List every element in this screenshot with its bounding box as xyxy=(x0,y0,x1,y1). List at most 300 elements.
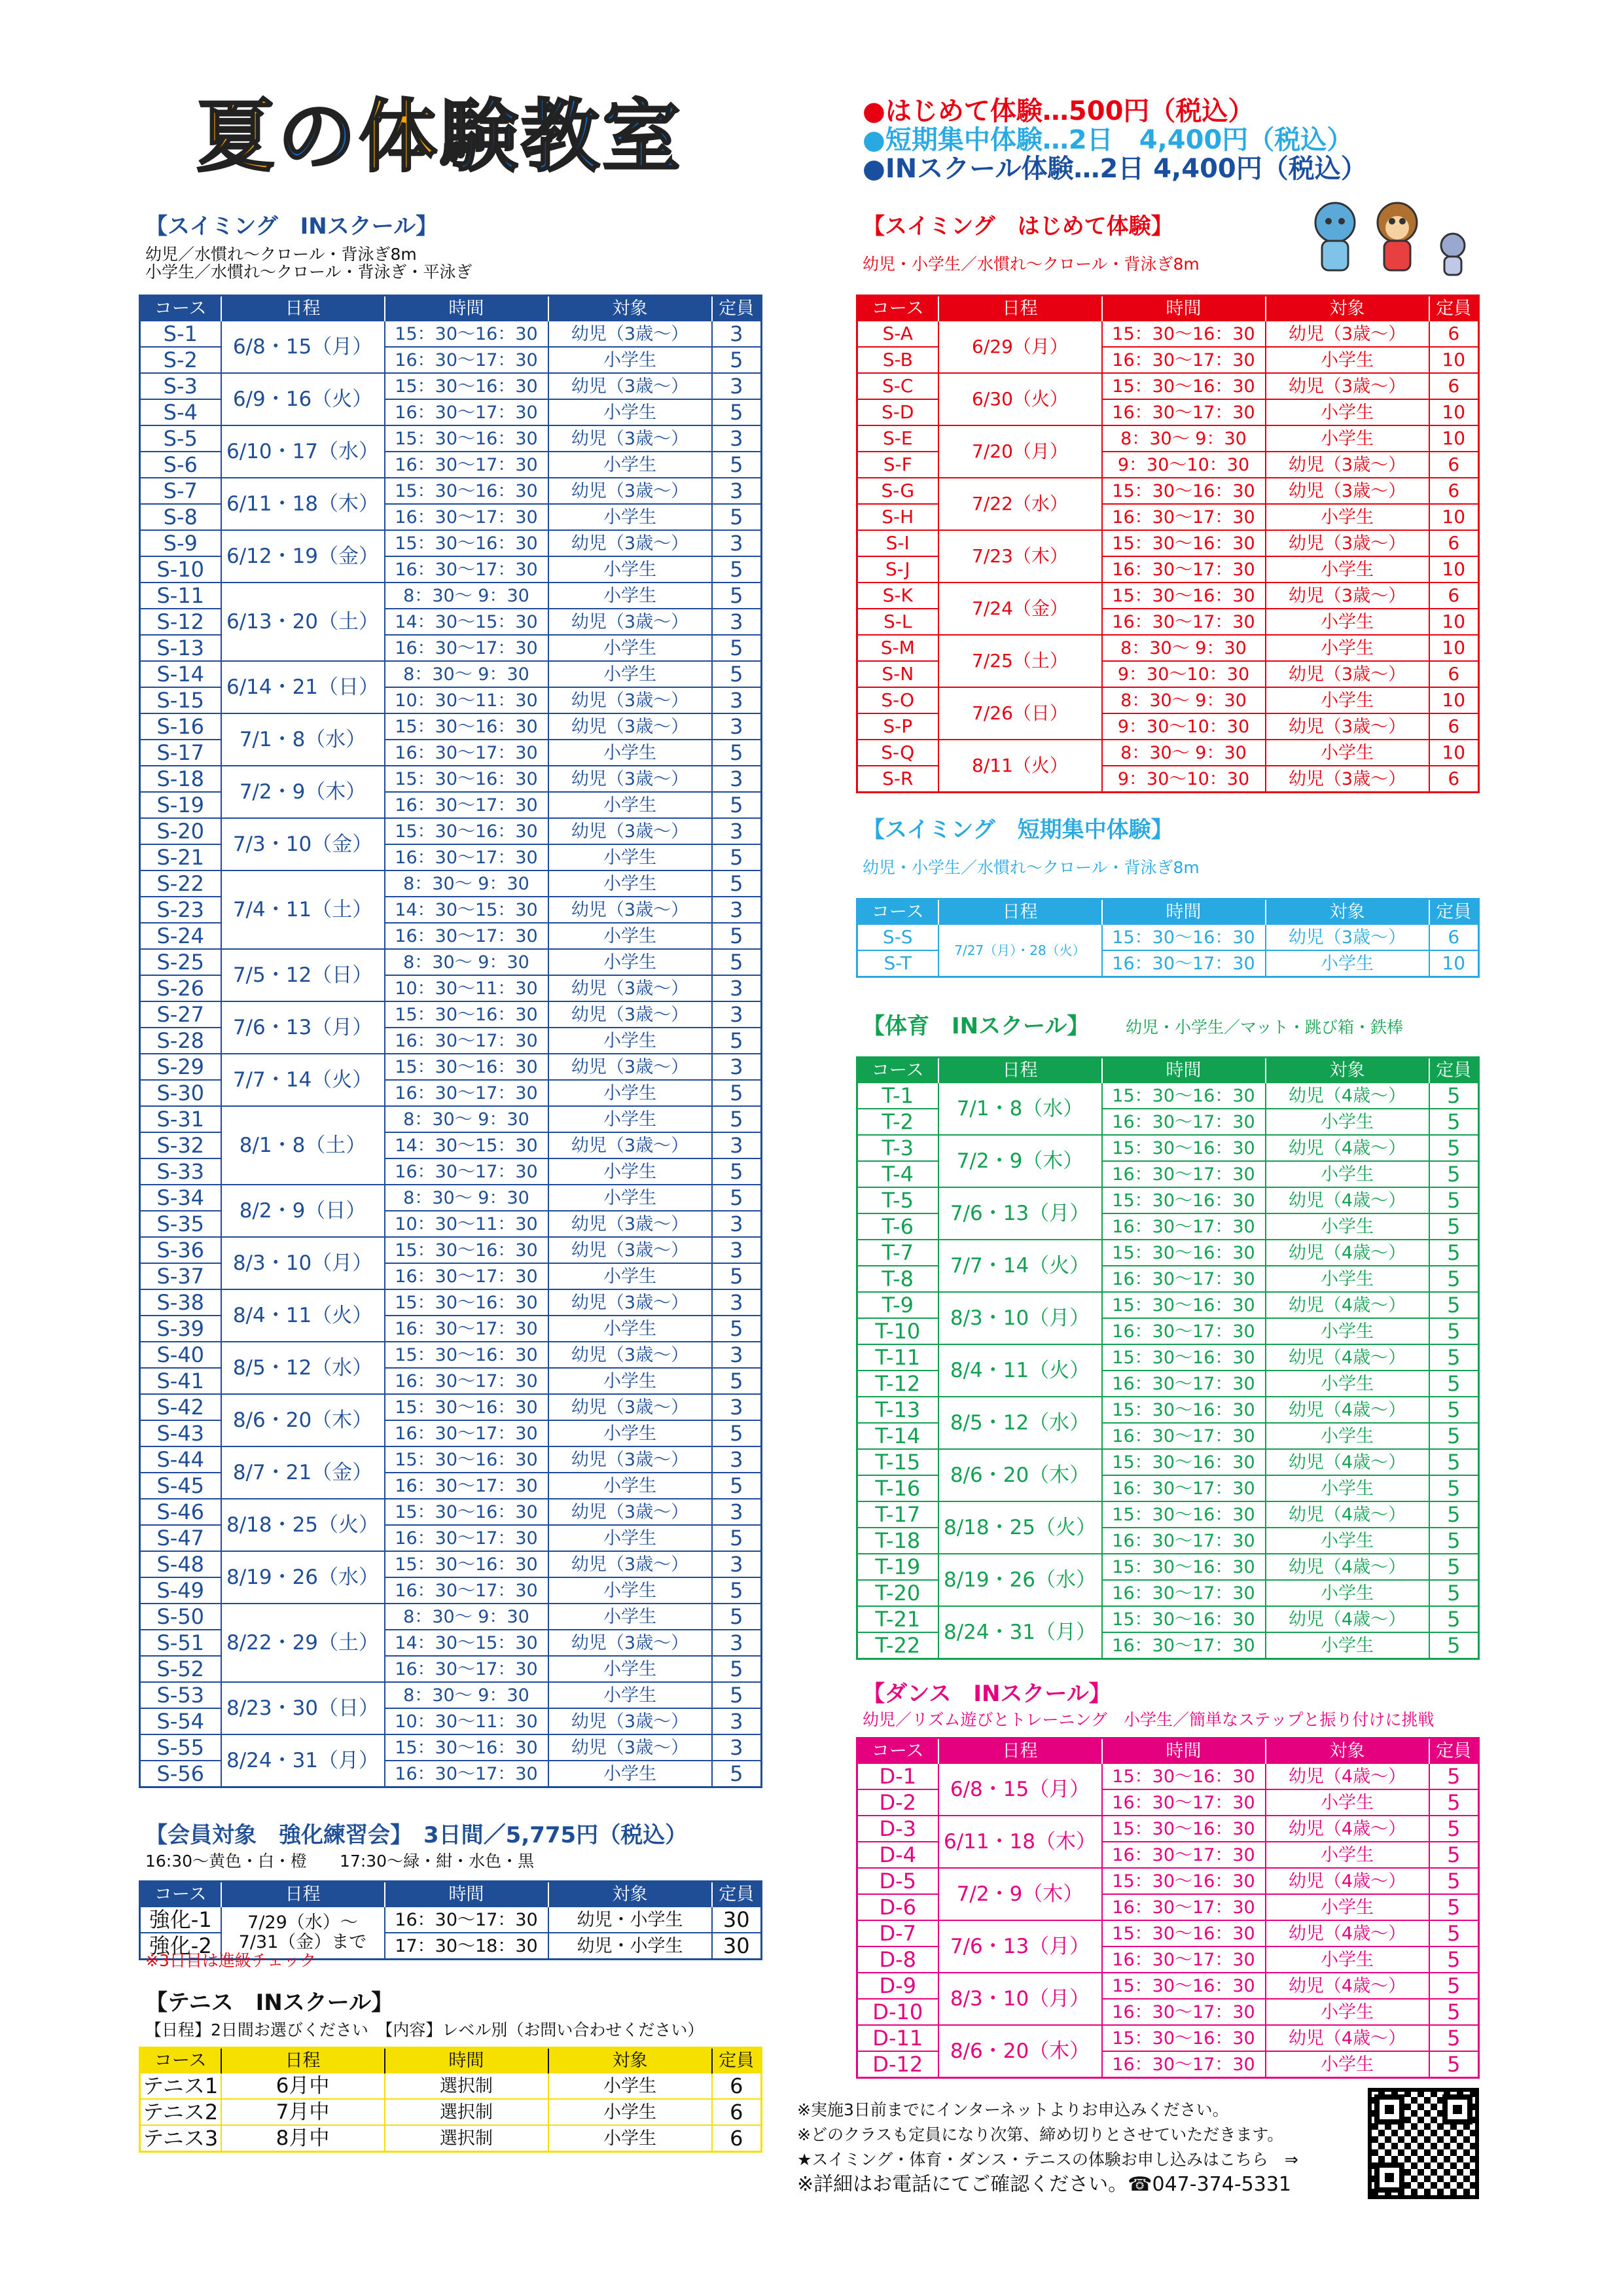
time-cell: 16：30～17：30 xyxy=(385,740,548,766)
capacity-cell: 5 xyxy=(1429,1528,1479,1554)
table-row xyxy=(140,1682,762,1708)
date-cell: 8/6・20（木） xyxy=(938,1449,1102,1501)
capacity-cell: 5 xyxy=(1429,1501,1479,1528)
date-cell: 6/11・18（木） xyxy=(221,478,385,530)
header-0: コース xyxy=(857,1058,938,1083)
capacity-cell: 5 xyxy=(1429,1920,1479,1946)
course-cell: S-30 xyxy=(140,1080,221,1106)
capacity-cell: 5 xyxy=(712,1263,762,1289)
time-cell: 15：30～16：30 xyxy=(385,478,548,504)
capacity-cell: 6 xyxy=(1429,924,1479,950)
capacity-cell: 6 xyxy=(1429,452,1479,478)
time-cell: 8：30～ 9：30 xyxy=(385,949,548,975)
capacity-cell: 5 xyxy=(1429,1161,1479,1187)
course-cell: S-34 xyxy=(140,1185,221,1211)
table-row xyxy=(140,1054,762,1080)
target-cell: 小学生 xyxy=(1266,1161,1429,1187)
capacity-cell: 5 xyxy=(712,1368,762,1394)
member-note: ※3日目は進級チェック xyxy=(145,1951,317,1970)
course-cell: S-H xyxy=(857,504,938,530)
table-row xyxy=(857,425,1479,452)
member-title: 【会員対象 強化練習会】 3日間／5,775円（税込） xyxy=(145,1822,688,1848)
target-cell: 小学生 xyxy=(548,1656,712,1682)
target-cell: 幼児（3歳～） xyxy=(548,1551,712,1577)
course-cell: S-11 xyxy=(140,583,221,609)
table-row xyxy=(140,1604,762,1630)
date-cell: 8/1・8（土） xyxy=(221,1106,385,1185)
table-row xyxy=(857,1187,1479,1213)
swim-in-sub2: 小学生／水慣れ～クロール・背泳ぎ・平泳ぎ xyxy=(145,262,473,281)
time-cell: 10：30～11：30 xyxy=(385,1211,548,1237)
time-cell: 10：30～11：30 xyxy=(385,975,548,1001)
course-cell: S-10 xyxy=(140,556,221,583)
course-cell: T-11 xyxy=(857,1344,938,1371)
capacity-cell: 5 xyxy=(1429,1475,1479,1501)
time-cell: 16：30～17：30 xyxy=(1102,1946,1266,1973)
time-cell: 15：30～16：30 xyxy=(1102,1292,1266,1318)
target-cell: 小学生 xyxy=(548,1028,712,1054)
target-cell: 小学生 xyxy=(548,923,712,949)
target-cell: 幼児（3歳～） xyxy=(1266,478,1429,504)
dance-table-wrap xyxy=(856,1737,1480,2079)
table-row xyxy=(857,530,1479,556)
course-cell: S-M xyxy=(857,635,938,661)
course-cell: T-21 xyxy=(857,1606,938,1632)
capacity-cell: 5 xyxy=(712,1682,762,1708)
capacity-cell: 3 xyxy=(712,1211,762,1237)
header-2: 時間 xyxy=(1102,1058,1266,1083)
capacity-cell: 5 xyxy=(1429,1135,1479,1161)
time-cell: 16：30～17：30 xyxy=(1102,609,1266,635)
time-cell: 16：30～17：30 xyxy=(1102,1894,1266,1920)
target-cell: 小学生 xyxy=(548,1080,712,1106)
time-cell: 15：30～16：30 xyxy=(1102,1135,1266,1161)
qr-code[interactable] xyxy=(1368,2088,1479,2199)
date-cell: 6/10・17（水） xyxy=(221,425,385,478)
target-cell: 小学生 xyxy=(1266,1318,1429,1344)
time-cell: 15：30～16：30 xyxy=(1102,924,1266,950)
course-cell: S-16 xyxy=(140,713,221,740)
target-cell: 小学生 xyxy=(548,635,712,661)
course-cell: S-I xyxy=(857,530,938,556)
time-cell: 14：30～15：30 xyxy=(385,1132,548,1158)
table-row xyxy=(857,1292,1479,1318)
target-cell: 幼児（3歳～） xyxy=(1266,452,1429,478)
time-cell: 15：30～16：30 xyxy=(1102,321,1266,347)
time-cell: 16：30～17：30 xyxy=(1102,1580,1266,1606)
time-cell: 8：30～ 9：30 xyxy=(385,1604,548,1630)
date-cell: 6/14・21（日） xyxy=(221,661,385,713)
time-cell: 15：30～16：30 xyxy=(385,1342,548,1368)
course-cell: S-B xyxy=(857,347,938,373)
target-cell: 幼児（4歳～） xyxy=(1266,1135,1429,1161)
table-row xyxy=(140,1106,762,1132)
time-cell: 15：30～16：30 xyxy=(385,1001,548,1028)
capacity-cell: 5 xyxy=(1429,1606,1479,1632)
header-4: 定員 xyxy=(1429,1738,1479,1764)
course-cell: T-16 xyxy=(857,1475,938,1501)
time-cell: 15：30～16：30 xyxy=(385,1734,548,1761)
target-cell: 小学生 xyxy=(548,347,712,373)
date-cell: 7/7・14（火） xyxy=(221,1054,385,1106)
table-row xyxy=(140,2125,762,2152)
table-row xyxy=(140,1237,762,1263)
time-cell: 16：30～17：30 xyxy=(1102,1999,1266,2025)
table-row xyxy=(140,2099,762,2125)
time-cell: 16：30～17：30 xyxy=(385,1907,548,1933)
capacity-cell: 5 xyxy=(1429,1423,1479,1449)
target-cell: 小学生 xyxy=(1266,1999,1429,2025)
capacity-cell: 5 xyxy=(712,661,762,687)
title-char: 教 xyxy=(521,92,602,183)
table-row xyxy=(140,1185,762,1211)
target-cell: 幼児（3歳～） xyxy=(1266,530,1429,556)
header-4: 定員 xyxy=(712,2048,762,2073)
date-cell: 7月中 xyxy=(221,2099,385,2125)
course-cell: S-17 xyxy=(140,740,221,766)
table-row xyxy=(857,1397,1479,1423)
target-cell: 幼児・小学生 xyxy=(548,1933,712,1960)
capacity-cell: 5 xyxy=(712,399,762,425)
time-cell: 16：30～17：30 xyxy=(1102,1423,1266,1449)
price-in: ●INスクール体験…2日 4,400円（税込） xyxy=(863,154,1367,184)
header-0: コース xyxy=(140,1882,221,1907)
capacity-cell: 6 xyxy=(1429,766,1479,793)
date-cell: 7/6・13（月） xyxy=(938,1920,1102,1973)
course-cell: S-7 xyxy=(140,478,221,504)
date-cell: 7/20（月） xyxy=(938,425,1102,478)
target-cell: 幼児（3歳～） xyxy=(1266,661,1429,687)
target-cell: 小学生 xyxy=(548,399,712,425)
time-cell: 16：30～17：30 xyxy=(1102,1528,1266,1554)
table-row xyxy=(140,1551,762,1577)
time-cell: 16：30～17：30 xyxy=(1102,556,1266,583)
date-cell: 8/3・10（月） xyxy=(938,1973,1102,2025)
date-cell: 7/3・10（金） xyxy=(221,818,385,870)
capacity-cell: 3 xyxy=(712,1289,762,1316)
time-cell: 15：30～16：30 xyxy=(1102,1501,1266,1528)
time-cell: 15：30～16：30 xyxy=(1102,530,1266,556)
target-cell: 小学生 xyxy=(1266,2051,1429,2078)
course-cell: S-48 xyxy=(140,1551,221,1577)
table-row xyxy=(140,661,762,687)
date-cell: 7/5・12（日） xyxy=(221,949,385,1001)
capacity-cell: 5 xyxy=(712,870,762,897)
target-cell: 小学生 xyxy=(1266,1580,1429,1606)
table-row xyxy=(140,1907,762,1933)
course-cell: T-19 xyxy=(857,1554,938,1580)
capacity-cell: 5 xyxy=(1429,1554,1479,1580)
time-cell: 15：30～16：30 xyxy=(385,1289,548,1316)
time-cell: 16：30～17：30 xyxy=(385,1525,548,1551)
time-cell: 16：30～17：30 xyxy=(385,452,548,478)
course-cell: S-5 xyxy=(140,425,221,452)
date-cell: 8/19・26（水） xyxy=(221,1551,385,1604)
course-cell: S-54 xyxy=(140,1708,221,1734)
target-cell: 小学生 xyxy=(548,1682,712,1708)
time-cell: 16：30～17：30 xyxy=(1102,950,1266,977)
time-cell: 9：30～10：30 xyxy=(1102,766,1266,793)
gym-sub: 幼児・小学生／マット・跳び箱・鉄棒 xyxy=(1126,1018,1404,1037)
course-cell: S-31 xyxy=(140,1106,221,1132)
target-cell: 小学生 xyxy=(548,1473,712,1499)
time-cell: 15：30～16：30 xyxy=(1102,1763,1266,1789)
header-0: コース xyxy=(140,296,221,321)
header-0: コース xyxy=(857,1738,938,1764)
date-cell: 7/24（金） xyxy=(938,583,1102,635)
gym-title: 【体育 INスクール】 xyxy=(863,1013,1090,1039)
time-cell: 9：30～10：30 xyxy=(1102,661,1266,687)
target-cell: 幼児（4歳～） xyxy=(1266,1083,1429,1109)
capacity-cell: 3 xyxy=(712,609,762,635)
time-cell: 16：30～17：30 xyxy=(385,923,548,949)
target-cell: 小学生 xyxy=(548,2073,712,2099)
capacity-cell: 3 xyxy=(712,1342,762,1368)
capacity-cell: 5 xyxy=(1429,1292,1479,1318)
capacity-cell: 3 xyxy=(712,1630,762,1656)
table-row xyxy=(857,1501,1479,1528)
capacity-cell: 5 xyxy=(1429,1868,1479,1894)
header-2: 時間 xyxy=(385,2048,548,2073)
course-cell: S-C xyxy=(857,373,938,399)
capacity-cell: 5 xyxy=(712,1080,762,1106)
note-3: ★スイミング・体育・ダンス・テニスの体験お申し込みはこちら ⇒ xyxy=(797,2150,1298,2169)
header-2: 時間 xyxy=(1102,899,1266,925)
date-cell: 7/26（日） xyxy=(938,687,1102,740)
target-cell: 幼児（4歳～） xyxy=(1266,1920,1429,1946)
capacity-cell: 3 xyxy=(712,1394,762,1420)
time-cell: 15：30～16：30 xyxy=(1102,583,1266,609)
course-cell: S-43 xyxy=(140,1420,221,1446)
target-cell: 小学生 xyxy=(548,661,712,687)
capacity-cell: 5 xyxy=(1429,1187,1479,1213)
course-cell: S-9 xyxy=(140,530,221,556)
course-cell: S-D xyxy=(857,399,938,425)
target-cell: 幼児（3歳～） xyxy=(1266,766,1429,793)
time-cell: 15：30～16：30 xyxy=(385,1446,548,1473)
time-cell: 8：30～ 9：30 xyxy=(385,661,548,687)
dance-sub: 幼児／リズム遊びとトレーニング 小学生／簡単なステップと振り付けに挑戦 xyxy=(863,1710,1435,1729)
time-cell: 15：30～16：30 xyxy=(1102,1868,1266,1894)
time-cell: 16：30～17：30 xyxy=(1102,347,1266,373)
course-cell: D-12 xyxy=(857,2051,938,2078)
header-2: 時間 xyxy=(385,1882,548,1907)
swim-short-sub: 幼児・小学生／水慣れ～クロール・背泳ぎ8m xyxy=(863,858,1200,877)
table-row xyxy=(857,1920,1479,1946)
course-cell: S-27 xyxy=(140,1001,221,1028)
date-cell: 7/23（木） xyxy=(938,530,1102,583)
time-cell: 15：30～16：30 xyxy=(1102,1397,1266,1423)
date-cell: 6/29（月） xyxy=(938,321,1102,373)
header-0: コース xyxy=(857,296,938,321)
course-cell: D-8 xyxy=(857,1946,938,1973)
capacity-cell: 5 xyxy=(712,556,762,583)
swim-first-table-wrap xyxy=(856,295,1480,793)
swim-first-title: 【スイミング はじめて体験】 xyxy=(863,213,1173,240)
capacity-cell: 5 xyxy=(1429,2025,1479,2051)
capacity-cell: 5 xyxy=(1429,1449,1479,1475)
course-cell: S-50 xyxy=(140,1604,221,1630)
capacity-cell: 5 xyxy=(712,1028,762,1054)
course-cell: S-14 xyxy=(140,661,221,687)
date-cell: 8/5・12（水） xyxy=(938,1397,1102,1449)
target-cell: 幼児（3歳～） xyxy=(548,1499,712,1525)
target-cell: 幼児（3歳～） xyxy=(548,1054,712,1080)
capacity-cell: 10 xyxy=(1429,950,1479,977)
target-cell: 幼児（4歳～） xyxy=(1266,1763,1429,1789)
title-char: 験 xyxy=(440,92,521,183)
target-cell: 幼児（4歳～） xyxy=(1266,1187,1429,1213)
target-cell: 小学生 xyxy=(1266,1894,1429,1920)
capacity-cell: 5 xyxy=(712,923,762,949)
target-cell: 幼児（4歳～） xyxy=(1266,1554,1429,1580)
table-row xyxy=(140,713,762,740)
course-cell: S-25 xyxy=(140,949,221,975)
time-cell: 8：30～ 9：30 xyxy=(1102,687,1266,713)
course-cell: S-55 xyxy=(140,1734,221,1761)
target-cell: 小学生 xyxy=(1266,556,1429,583)
target-cell: 幼児（4歳～） xyxy=(1266,1397,1429,1423)
target-cell: 幼児（3歳～） xyxy=(548,1001,712,1028)
capacity-cell: 10 xyxy=(1429,635,1479,661)
time-cell: 8：30～ 9：30 xyxy=(1102,425,1266,452)
date-cell: 7/4・11（土） xyxy=(221,870,385,949)
course-cell: S-4 xyxy=(140,399,221,425)
table-row xyxy=(140,478,762,504)
time-cell: 16：30～17：30 xyxy=(385,1577,548,1604)
capacity-cell: 5 xyxy=(712,1420,762,1446)
table-row xyxy=(857,740,1479,766)
target-cell: 幼児（3歳～） xyxy=(548,975,712,1001)
header-1: 日程 xyxy=(938,296,1102,321)
capacity-cell: 5 xyxy=(712,347,762,373)
capacity-cell: 5 xyxy=(1429,1763,1479,1789)
target-cell: 小学生 xyxy=(548,870,712,897)
course-cell: S-T xyxy=(857,950,938,977)
header-0: コース xyxy=(140,2048,221,2073)
course-cell: T-14 xyxy=(857,1423,938,1449)
header-3: 対象 xyxy=(548,296,712,321)
course-cell: T-6 xyxy=(857,1213,938,1240)
date-cell: 8/6・20（木） xyxy=(221,1394,385,1446)
course-cell: S-36 xyxy=(140,1237,221,1263)
time-cell: 15：30～16：30 xyxy=(385,373,548,399)
time-cell: 15：30～16：30 xyxy=(385,1551,548,1577)
swim-short-title: 【スイミング 短期集中体験】 xyxy=(863,817,1173,843)
time-cell: 16：30～17：30 xyxy=(1102,1371,1266,1397)
date-cell: 6/12・19（金） xyxy=(221,530,385,583)
table-row xyxy=(140,321,762,347)
course-cell: S-G xyxy=(857,478,938,504)
capacity-cell: 5 xyxy=(712,1604,762,1630)
course-cell: S-28 xyxy=(140,1028,221,1054)
target-cell: 幼児（4歳～） xyxy=(1266,1292,1429,1318)
target-cell: 幼児（4歳～） xyxy=(1266,1449,1429,1475)
capacity-cell: 5 xyxy=(1429,1344,1479,1371)
course-cell: S-20 xyxy=(140,818,221,844)
date-cell: 8/24・31（月） xyxy=(938,1606,1102,1659)
course-cell: S-45 xyxy=(140,1473,221,1499)
course-cell: S-F xyxy=(857,452,938,478)
target-cell: 幼児（3歳～） xyxy=(548,425,712,452)
course-cell: S-E xyxy=(857,425,938,452)
target-cell: 幼児（3歳～） xyxy=(548,530,712,556)
table-row xyxy=(857,1868,1479,1894)
time-cell: 17：30～18：30 xyxy=(385,1933,548,1960)
target-cell: 小学生 xyxy=(548,1316,712,1342)
course-cell: T-10 xyxy=(857,1318,938,1344)
table-row xyxy=(857,1344,1479,1371)
date-cell: 7/22（水） xyxy=(938,478,1102,530)
capacity-cell: 3 xyxy=(712,1237,762,1263)
capacity-cell: 10 xyxy=(1429,609,1479,635)
capacity-cell: 10 xyxy=(1429,740,1479,766)
time-cell: 16：30～17：30 xyxy=(1102,1475,1266,1501)
date-cell: 8/5・12（水） xyxy=(221,1342,385,1394)
time-cell: 16：30～17：30 xyxy=(385,1158,548,1185)
capacity-cell: 3 xyxy=(712,1446,762,1473)
capacity-cell: 5 xyxy=(1429,1973,1479,1999)
date-cell: 8/23・30（日） xyxy=(221,1682,385,1734)
note-2: ※どのクラスも定員になり次第、締め切りとさせていただきます。 xyxy=(797,2125,1284,2144)
target-cell: 小学生 xyxy=(548,1263,712,1289)
capacity-cell: 3 xyxy=(712,1054,762,1080)
time-cell: 16：30～17：30 xyxy=(1102,504,1266,530)
table-row xyxy=(140,870,762,897)
capacity-cell: 5 xyxy=(1429,1397,1479,1423)
course-cell: S-12 xyxy=(140,609,221,635)
capacity-cell: 3 xyxy=(712,897,762,923)
course-cell: S-37 xyxy=(140,1263,221,1289)
table-row xyxy=(857,1554,1479,1580)
course-cell: テニス1 xyxy=(140,2073,221,2099)
course-cell: D-3 xyxy=(857,1816,938,1842)
course-cell: T-7 xyxy=(857,1240,938,1266)
course-cell: S-53 xyxy=(140,1682,221,1708)
time-cell: 16：30～17：30 xyxy=(1102,1842,1266,1868)
course-cell: S-L xyxy=(857,609,938,635)
course-cell: S-1 xyxy=(140,321,221,347)
time-cell: 15：30～16：30 xyxy=(1102,1816,1266,1842)
table-row xyxy=(140,1499,762,1525)
target-cell: 小学生 xyxy=(1266,1528,1429,1554)
course-cell: D-5 xyxy=(857,1868,938,1894)
date-cell: 8/18・25（火） xyxy=(221,1499,385,1551)
time-cell: 16：30～17：30 xyxy=(1102,1266,1266,1292)
time-cell: 16：30～17：30 xyxy=(385,1080,548,1106)
course-cell: S-23 xyxy=(140,897,221,923)
target-cell: 小学生 xyxy=(548,1185,712,1211)
member-sub: 16:30～黄色・白・橙 17:30～緑・紺・水色・黒 xyxy=(145,1852,535,1871)
time-cell: 16：30～17：30 xyxy=(1102,2051,1266,2078)
target-cell: 幼児（3歳～） xyxy=(548,766,712,792)
time-cell: 15：30～16：30 xyxy=(1102,1920,1266,1946)
table-row xyxy=(140,1446,762,1473)
capacity-cell: 3 xyxy=(712,1734,762,1761)
date-cell: 7/6・13（月） xyxy=(221,1001,385,1054)
target-cell: 幼児（4歳～） xyxy=(1266,1868,1429,1894)
target-cell: 幼児（3歳～） xyxy=(548,1630,712,1656)
table-row xyxy=(857,1083,1479,1109)
time-cell: 選択制 xyxy=(385,2125,548,2152)
target-cell: 小学生 xyxy=(1266,1475,1429,1501)
date-cell: 8/19・26（水） xyxy=(938,1554,1102,1606)
date-cell: 7/29（水）～ 7/31（金）まで xyxy=(221,1907,385,1960)
course-cell: S-13 xyxy=(140,635,221,661)
time-cell: 15：30～16：30 xyxy=(1102,1554,1266,1580)
capacity-cell: 3 xyxy=(712,478,762,504)
target-cell: 幼児（4歳～） xyxy=(1266,2025,1429,2051)
